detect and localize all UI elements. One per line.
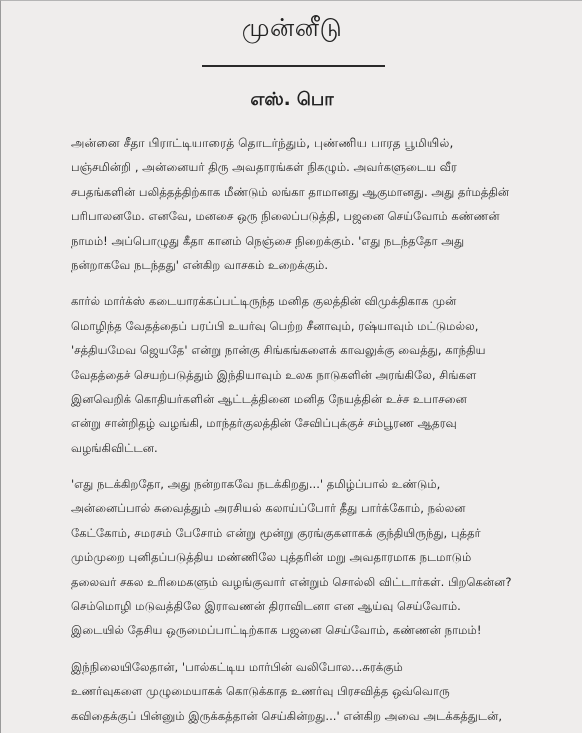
- text-line: செம்மொழி மடுவத்திலே இராவணன் திராவிடனா என ஆய்வு செய்வோம்.: [71, 599, 461, 614]
- text-line: நன்றாகவே நடந்தது' என்கிற வாசகம் உறைக்கும்.: [71, 257, 329, 272]
- text-line: மும்முறை புனிதப்படுத்திய மண்ணிலே புத்தரின் மறு அவதாரமாக நடமாடும்: [71, 550, 472, 565]
- text-line: கார்ல் மார்க்ஸ் கடையாரக்கப்பட்டிருந்த மனித குலத்தின் விமுக்திகாக முன்: [71, 294, 457, 309]
- text-line: நாமம்! அப்பொழுது கீதா கானம் நெஞ்சை நிறைக்கும். 'எது நடந்ததோ அது: [71, 233, 465, 248]
- paragraph-4: [71, 655, 567, 728]
- paragraph-spacer: [71, 643, 567, 655]
- title-divider: [202, 65, 385, 67]
- text-line: தலைவர் சகல உரிமைகளும் வழங்குவார் என்றும் சொல்லி விட்டார்கள். பிறகென்ன?: [71, 574, 512, 589]
- text-line: அன்னைப்பால் சுவைத்தும் அரசியல் கலாய்ப்போர் தீது பார்க்கோம், நல்லன: [71, 501, 466, 516]
- paragraph-3: [71, 472, 567, 643]
- text-line: 'சத்தியமேவ ஜெயதே' என்று நான்கு சிங்கங்களைக் காவலுக்கு வைத்து, காந்திய: [71, 343, 486, 358]
- text-line: 'எது நடக்கிறதோ, அது நன்றாகவே நடக்கிறது...' தமிழ்ப்பால் உண்டும்,: [71, 477, 441, 492]
- text-line: வேதத்தைச் செயற்படுத்தும் இந்தியாவும் உலக நாடுகளின் அரங்கிலே, சிங்கள: [71, 367, 477, 382]
- paragraph-spacer: [71, 460, 567, 472]
- author-name: எஸ். பொ: [250, 89, 334, 110]
- paragraph-2: [71, 289, 567, 460]
- page-title: முன்னீடு: [241, 13, 343, 42]
- paragraph-spacer: [71, 277, 567, 289]
- text-line: இனவெறிக் கொதியர்களின் ஆட்டத்தினை மனித நேயத்தின் உச்ச உபாசனை: [71, 391, 467, 406]
- text-line: பரிபாலனமே. எனவே, மனசை ஒரு நிலைப்படுத்தி, பஜனை செய்வோம் கண்ணன்: [71, 209, 500, 224]
- text-line: மொழிந்த வேதத்தைப் பரப்பி உயர்வு பெற்ற சீனாவும், ரஷ்யாவும் மட்டுமல்ல,: [71, 318, 479, 333]
- text-line: பஞ்சமின்றி , அன்னையர் திரு அவதாரங்கள் நிகழும். அவர்களுடைய வீர: [71, 160, 457, 175]
- text-line: இடையில் தேசிய ஒருமைப்பாட்டிற்காக பஜனை செய்வோம், கண்ணன் நாமம்!: [71, 623, 482, 638]
- text-line: அன்னை சீதா பிராட்டியாரைத் தொடர்ந்தும், புண்ணிய பாரத பூமியில்,: [71, 136, 454, 150]
- text-line: வழங்கிவிட்டன.: [71, 440, 158, 455]
- text-line: இந்நிலையிலேதான், 'பால்கட்டிய மார்பின் வலிபோல...சுரக்கும்: [71, 659, 403, 674]
- text-line: சபதங்களின் பலித்தத்திற்காக மீண்டும் லங்கா தாமானது ஆகுமானது. அது தர்மத்தின்: [71, 184, 510, 199]
- text-line: என்று சான்றிதழ் வழங்கி, மாந்தர்குலத்தின் சேவிப்புக்குச் சம்பூரண ஆதரவு: [71, 416, 457, 431]
- body-text: [71, 131, 567, 728]
- text-line: கவிதைக்குப் பின்னும் இருக்கத்தான் செய்கின்றது...' என்கிற அவை அடக்கத்துடன்,: [71, 708, 503, 723]
- text-line: கேட்கோம், சமரசம் பேசோம் என்று மூன்று குரங்குகளாகக் குந்தியிருந்து, புத்தர்: [71, 525, 481, 540]
- paragraph-1: [71, 131, 567, 277]
- text-line: உணர்வுகளை முழுமையாகக் கொடுக்காத உணர்வு பிரசவித்த ஒவ்வொரு: [71, 684, 450, 699]
